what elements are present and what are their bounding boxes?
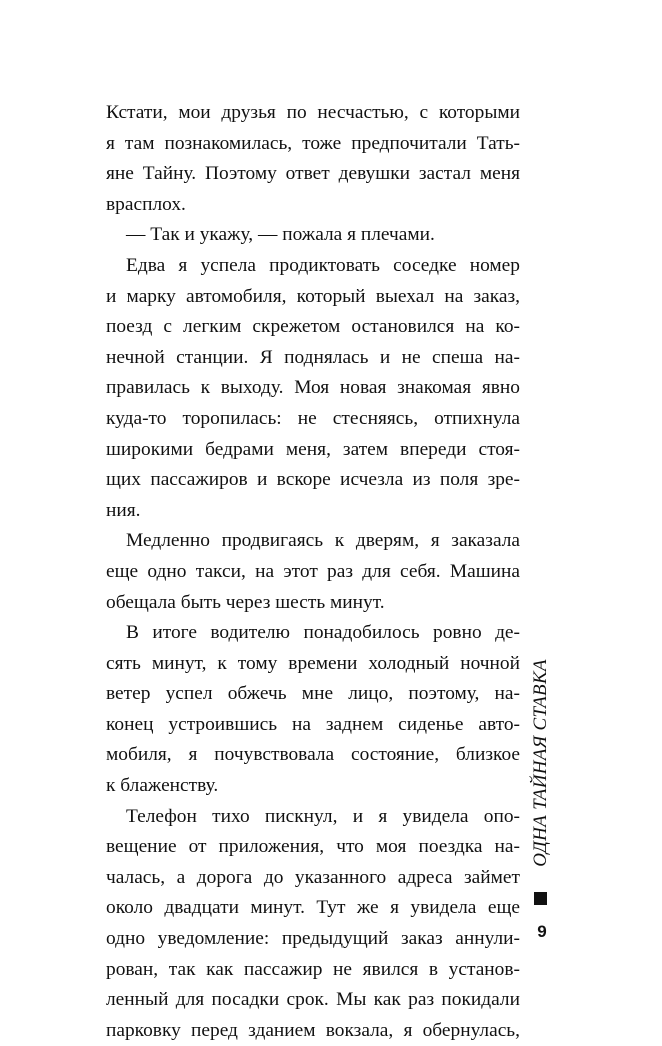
text-line: ленный для посадки срок. Мы как раз покидали bbox=[106, 989, 520, 1011]
text-line: к блаженству. bbox=[106, 775, 219, 797]
text-line: — Так и укажу, — пожала я плечами. bbox=[126, 224, 435, 246]
text-line: одно уведомление: предыдущий заказ аннули- bbox=[106, 928, 520, 950]
text-line: куда-то торопилась: не стесняясь, отпихнула bbox=[106, 407, 520, 429]
text-line: сять минут, к тому времени холодный ночной bbox=[106, 652, 520, 674]
text-line: ния. bbox=[106, 499, 141, 521]
page-number: 9 bbox=[537, 922, 547, 941]
square-marker-icon bbox=[534, 892, 547, 905]
running-title bbox=[519, 640, 563, 886]
text-line: Кстати, мои друзья по несчастью, с которыми bbox=[106, 102, 520, 123]
text-line: щих пассажиров и вскоре исчезла из поля зре- bbox=[106, 469, 520, 491]
text-line: ветер успел обжечь мне лицо, поэтому, на- bbox=[106, 683, 520, 705]
text-line: яне Тайну. Поэтому ответ девушки застал меня bbox=[106, 163, 520, 185]
text-line: Телефон тихо пискнул, и я увидела опо- bbox=[126, 805, 520, 827]
text-line: я там познакомилась, тоже предпочитали Тать- bbox=[106, 132, 520, 154]
text-line: вещение от приложения, что моя поездка на- bbox=[106, 836, 520, 858]
text-line: Едва я успела продиктовать соседке номер bbox=[126, 254, 520, 276]
text-line: и марку автомобиля, который выехал на заказ, bbox=[106, 285, 520, 307]
text-line: врасплох. bbox=[106, 193, 186, 215]
text-line: мобиля, я почувствовала состояние, близкое bbox=[106, 744, 520, 766]
text-line: парковку перед зданием вокзала, я обернулась, bbox=[106, 1019, 520, 1041]
text-line: обещала быть через шесть минут. bbox=[106, 591, 385, 613]
text-line: еще одно такси, на этот раз для себя. Машина bbox=[106, 560, 520, 582]
running-title-text: ОДНА ТАЙНАЯ СТАВКА bbox=[530, 659, 551, 867]
text-line: конец устроившись на заднем сиденье авто- bbox=[106, 713, 520, 735]
text-line: около двадцати минут. Тут же я увидела еще bbox=[106, 897, 520, 919]
text-line: чалась, а дорога до указанного адреса займет bbox=[106, 866, 520, 888]
text-line: нечной станции. Я поднялась и не спеша на- bbox=[106, 346, 520, 368]
text-line: широкими бедрами меня, затем впереди стоя- bbox=[106, 438, 520, 460]
text-line: Медленно продвигаясь к дверям, я заказала bbox=[126, 530, 520, 552]
text-line: поезд с легким скрежетом остановился на ко- bbox=[106, 316, 520, 338]
text-line: рован, так как пассажир не явился в установ- bbox=[106, 958, 520, 980]
text-line: правилась к выходу. Моя новая знакомая явно bbox=[106, 377, 520, 399]
text-line: В итоге водителю понадобилось ровно де- bbox=[126, 622, 520, 644]
body-text bbox=[106, 98, 520, 1046]
